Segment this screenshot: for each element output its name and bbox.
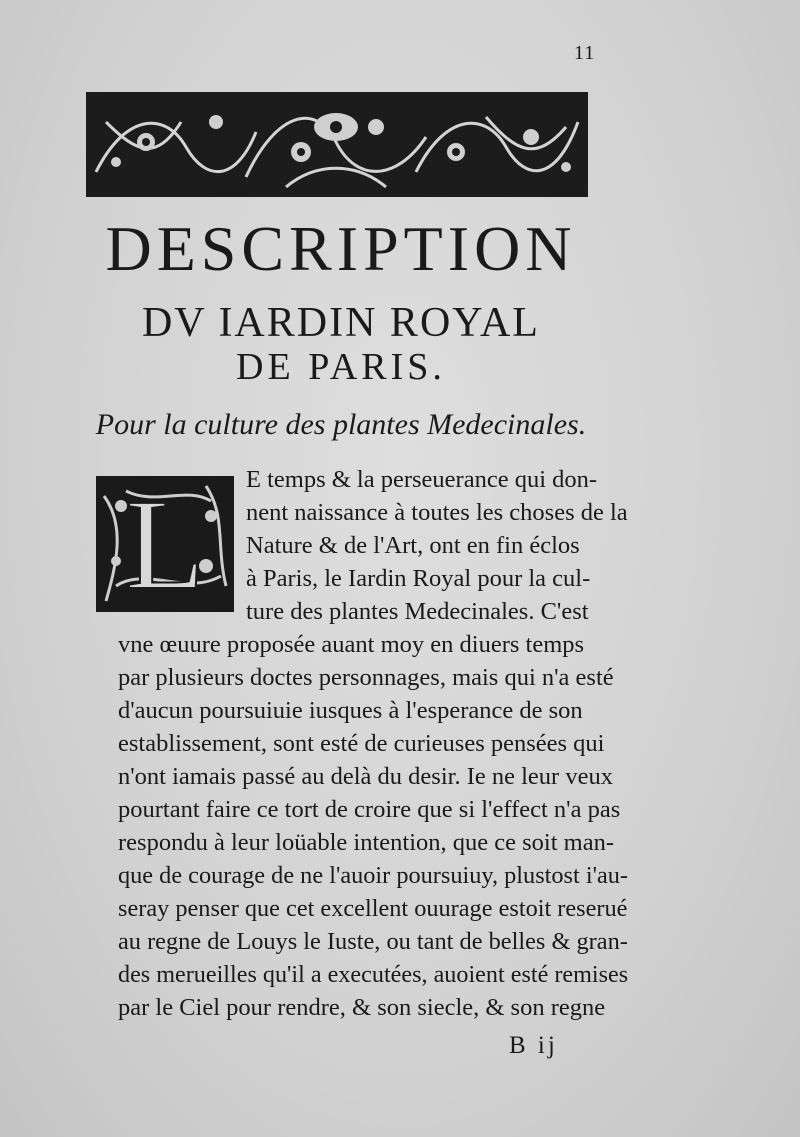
body-line: seray penser que cet excellent ouurage estoit reserué	[118, 895, 628, 922]
body-line: Nature & de l'Art, ont en fin éclos	[246, 532, 580, 559]
initial-letter: L	[125, 476, 205, 612]
body-line: E temps & la perseuerance qui don-	[246, 466, 598, 493]
body-line: au regne de Louys le Iuste, ou tant de belles & gran-	[118, 928, 628, 955]
body-line: nent naissance à toutes les choses de la	[246, 499, 628, 526]
body-line: vne œuure proposée auant moy en diuers temps	[118, 631, 585, 658]
signature-mark: B ij	[509, 1032, 558, 1059]
body-line: d'aucun poursuiuie iusques à l'esperance de son	[118, 697, 583, 724]
body-line: que de courage de ne l'auoir poursuiuy, plustost i'au-	[118, 862, 629, 889]
page-title: DESCRIPTION	[105, 213, 577, 284]
body-line: pourtant faire ce tort de croire que si l'effect n'a pas	[118, 796, 621, 823]
body-line: par le Ciel pour rendre, & son siecle, & son regne	[118, 994, 606, 1021]
body-line: respondu à leur loüable intention, que ce soit man-	[118, 829, 614, 856]
body-line: à Paris, le Iardin Royal pour la cul-	[246, 565, 591, 592]
page-subtitle: DV IARDIN ROYAL	[142, 300, 540, 346]
dedication-line: Pour la culture des plantes Medecinales.	[95, 408, 587, 441]
page-number: 11	[574, 42, 596, 64]
body-line: establissement, sont esté de curieuses pensées qui	[118, 730, 605, 757]
page-subtitle-location: DE PARIS.	[236, 346, 446, 388]
body-line: par plusieurs doctes personnages, mais qui n'a esté	[118, 664, 614, 691]
body-line: des merueilles qu'il a executées, auoient esté remises	[118, 961, 629, 988]
body-line: n'ont iamais passé au delà du desir. Ie ne leur veux	[118, 763, 613, 790]
body-line: ture des plantes Medecinales. C'est	[246, 598, 589, 625]
